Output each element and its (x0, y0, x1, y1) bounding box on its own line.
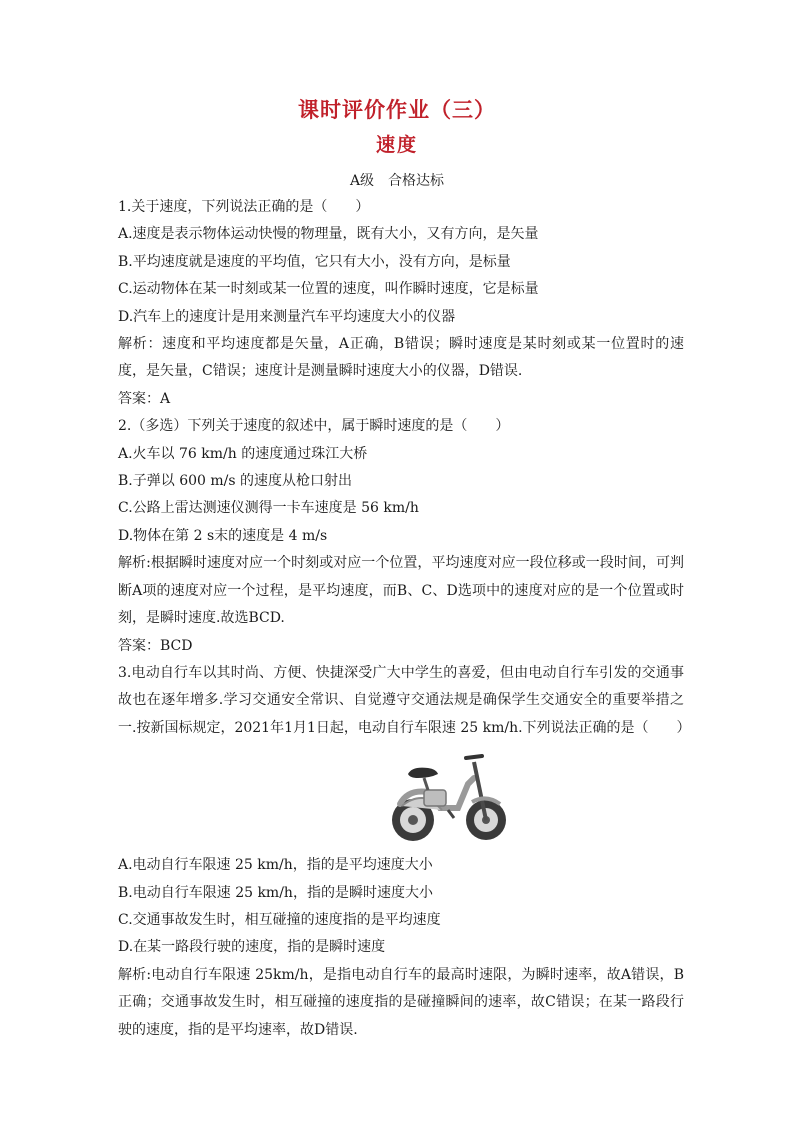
question-2-option-d: D.物体在第 2 s末的速度是 4 m/s (118, 527, 328, 544)
question-3-analysis: 解析:电动自行车限速 25km/h，是指电动自行车的最高时速限，为瞬时速率，故A错误，B正确；交通事故发生时，相互碰撞的速度指的是碰撞瞬间的速率，故C错误；在某一路段行驶的速度，指的是平均速率，故D错误. (118, 966, 684, 1038)
question-3-option-c: C.交通事故发生时，相互碰撞的速度指的是平均速度 (118, 911, 441, 928)
question-list (118, 194, 691, 1044)
scooter-figure (118, 742, 684, 852)
question-1-option-a: A.速度是表示物体运动快慢的物理量，既有大小，又有方向，是矢量 (118, 226, 539, 243)
question-2-option-a: A.火车以 76 km/h 的速度通过珠江大桥 (118, 445, 368, 462)
question-1-answer: 答案：A (118, 390, 171, 407)
question-1-option-d: D.汽车上的速度计是用来测量汽车平均速度大小的仪器 (118, 308, 456, 325)
page-title: 课时评价作业（三） (298, 97, 496, 122)
question-3-option-a: A.电动自行车限速 25 km/h，指的是平均速度大小 (118, 857, 433, 874)
electric-bike-image (388, 744, 508, 844)
question-3-option-d: D.在某一路段行驶的速度，指的是瞬时速度 (118, 939, 386, 956)
question-1-option-b: B.平均速度就是速度的平均值，它只有大小，没有方向，是标量 (118, 253, 511, 270)
question-2-option-b: B.子弹以 600 m/s 的速度从枪口射出 (118, 473, 352, 490)
question-2-option-c: C.公路上雷达测速仪测得一卡车速度是 56 km/h (118, 500, 419, 517)
page-subtitle: 速度 (375, 134, 418, 156)
question-2-analysis: 解析:根据瞬时速度对应一个时刻或对应一个位置，平均速度对应一段位移或一段时间，可判断A项的速度对应一个过程，是平均速度，而B、C、D选项中的速度对应的是一个位置或时刻，是瞬时速度.故选BCD. (118, 555, 684, 627)
seat (408, 768, 438, 778)
question-1-option-c: C.运动物体在某一时刻或某一位置的速度，叫作瞬时速度，它是标量 (118, 281, 539, 298)
question-3-stem: 3.电动自行车以其时尚、方便、快捷深受广大中学生的喜爱，但由电动自行车引发的交通事故也在逐年增多.学习交通安全常识、自觉遵守交通法规是确保学生交通安全的重要举措之一.按新国标规定，2021年1月1日起，电动自行车限速 25 km/h.下列说法正确的是（ ） (118, 664, 691, 736)
question-1-stem: 1.关于速度，下列说法正确的是（ ） (118, 199, 370, 215)
question-3-option-b: B.电动自行车限速 25 km/h，指的是瞬时速度大小 (118, 884, 433, 901)
question-2-stem: 2.（多选）下列关于速度的叙述中，属于瞬时速度的是（ ） (118, 418, 510, 435)
question-1-analysis: 解析：速度和平均速度都是矢量，A正确，B错误；瞬时速度是某时刻或某一位置时的速度，是矢量，C错误；速度计是测量瞬时速度大小的仪器，D错误. (118, 336, 684, 380)
question-2-answer: 答案：BCD (118, 637, 193, 654)
level-heading: A级 合格达标 (349, 173, 445, 189)
